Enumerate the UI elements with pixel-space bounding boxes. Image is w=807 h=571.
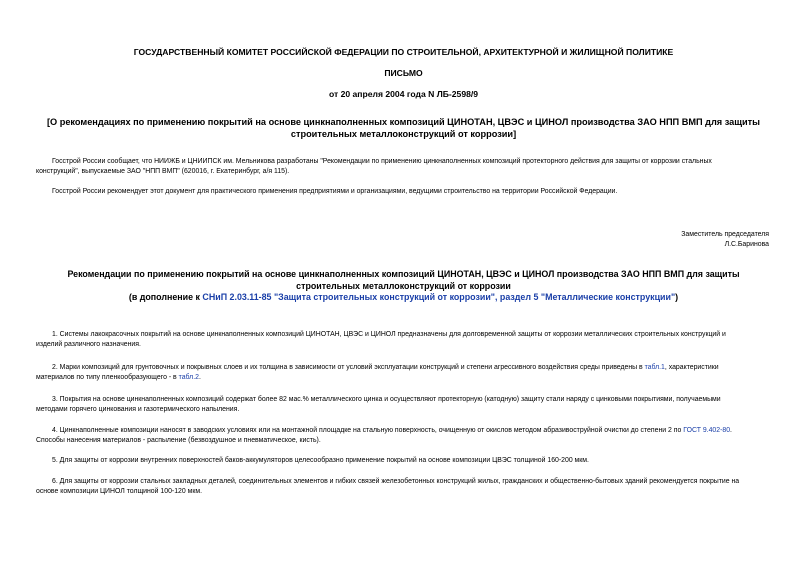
document-subject — [0, 116, 807, 140]
table-2-link[interactable]: табл.2 — [178, 374, 199, 381]
letter-paragraph-2 — [36, 187, 781, 197]
table-1-link[interactable]: табл.1 — [644, 364, 665, 371]
recommendation-item-1: 1. Системы лакокрасочных покрытий на основе цинкнаполненных композиций ЦИНОТАН, ЦВЭС и ЦИНОЛ предназначены для долговременной защиты от коррозии металлических строительных конструкций и изделий различного назначения. — [36, 331, 726, 348]
recommendations-title-line-1: Рекомендации по применению покрытий на основе цинкнаполненных композиций ЦИНОТАН, ЦВЭС и ЦИНОЛ производства ЗАО НПП ВМП для защиты — [67, 269, 740, 279]
letter-paragraph-1 — [36, 157, 781, 177]
recommendation-item-4: 4. Цинкнаполненные композиции наносят в заводских условиях или на монтажной площадке на стальную поверхность, очищенную от окислов методом абразивоструйной очистки до степени 2 по ГОСТ 9.402-80. Способы нанесения материалов - распыление (безвоздушное и пневматическое, кисть). — [36, 427, 732, 444]
subject-line-1: [О рекомендациях по применению покрытий на основе цинкнаполненных композиций ЦИНОТАН, ЦВЭС и ЦИНОЛ производства ЗАО НПП ВМП для защиты — [46, 117, 761, 127]
signature-name: Л.С.Баринова — [724, 241, 769, 248]
snip-link[interactable]: СНиП 2.03.11-85 "Защита строительных конструкций от коррозии", раздел 5 "Металлические конструкции" — [202, 292, 676, 302]
recommendations-title — [0, 269, 807, 304]
recommendation-item-3: 3. Покрытия на основе цинкнаполненных композиций содержат более 82 мас.% металлического цинка и осуществляют протекторную (катодную) защиту стали наряду с цинковыми покрытиями, получаемыми методами горячего цинкования и газотермического напыления. — [36, 396, 721, 413]
recommendation-item-6: 6. Для защиты от коррозии стальных закладных деталей, соединительных элементов и гибких связей железобетонных конструкций жилых, гражданских и общественно-бытовых зданий рекомендуется покрытие на основе композиции ЦИНОЛ толщиной 100-120 мкм. — [36, 478, 740, 495]
recommendations-title-line-2: строительных металлоконструкций от коррозии — [296, 280, 511, 291]
letter-paragraph-1-line-1: Госстрой России сообщает, что НИИЖБ и ЦНИИПСК им. Мельникова разработаны "Рекомендации по применению цинкнаполненных композиций протекторного действия для защиты от коррозии стальных — [52, 158, 712, 165]
letter-paragraph-1-line-2: конструкций", выпускаемые ЗАО "НПП ВМП" (620016, г. Екатеринбург, а/я 115). — [36, 168, 290, 175]
document-date-number: от 20 апреля 2004 года N ЛБ-2598/9 — [328, 89, 479, 99]
recommendation-item-5: 5. Для защиты от коррозии внутренних поверхностей баков-аккумуляторов целесообразно применение покрытий на основе композиции ЦВЭС толщиной 160-200 мкм. — [52, 457, 589, 464]
signature-block — [681, 230, 769, 250]
committee-title: ГОСУДАРСТВЕННЫЙ КОМИТЕТ РОССИЙСКОЙ ФЕДЕРАЦИИ ПО СТРОИТЕЛЬНОЙ, АРХИТЕКТУРНОЙ И ЖИЛИЩНОЙ ПОЛИТИКЕ — [133, 47, 674, 57]
letter-paragraph-2-text: Госстрой России рекомендует этот документ для практического применения предприятиями и организациями, ведущими строительство на территории Российской Федерации. — [52, 188, 618, 195]
document-type: ПИСЬМО — [384, 68, 423, 78]
recommendation-item-2: 2. Марки композиций для грунтовочных и покрывных слоев и их толщина в зависимости от условий эксплуатации конструкций и степени агрессивного воздействия среды приведены в табл.1, характеристики материалов по типу пленкообразующего - в табл.2. — [36, 364, 719, 381]
gost-link[interactable]: ГОСТ 9.402-80 — [683, 427, 731, 434]
recommendations-title-line-3: (в дополнение к СНиП 2.03.11-85 "Защита строительных конструкций от коррозии", раздел 5 "Металлические конструкции") — [128, 292, 679, 302]
signature-position: Заместитель председателя — [681, 231, 769, 238]
subject-line-2: строительных металлоконструкций от коррозии] — [290, 129, 517, 139]
